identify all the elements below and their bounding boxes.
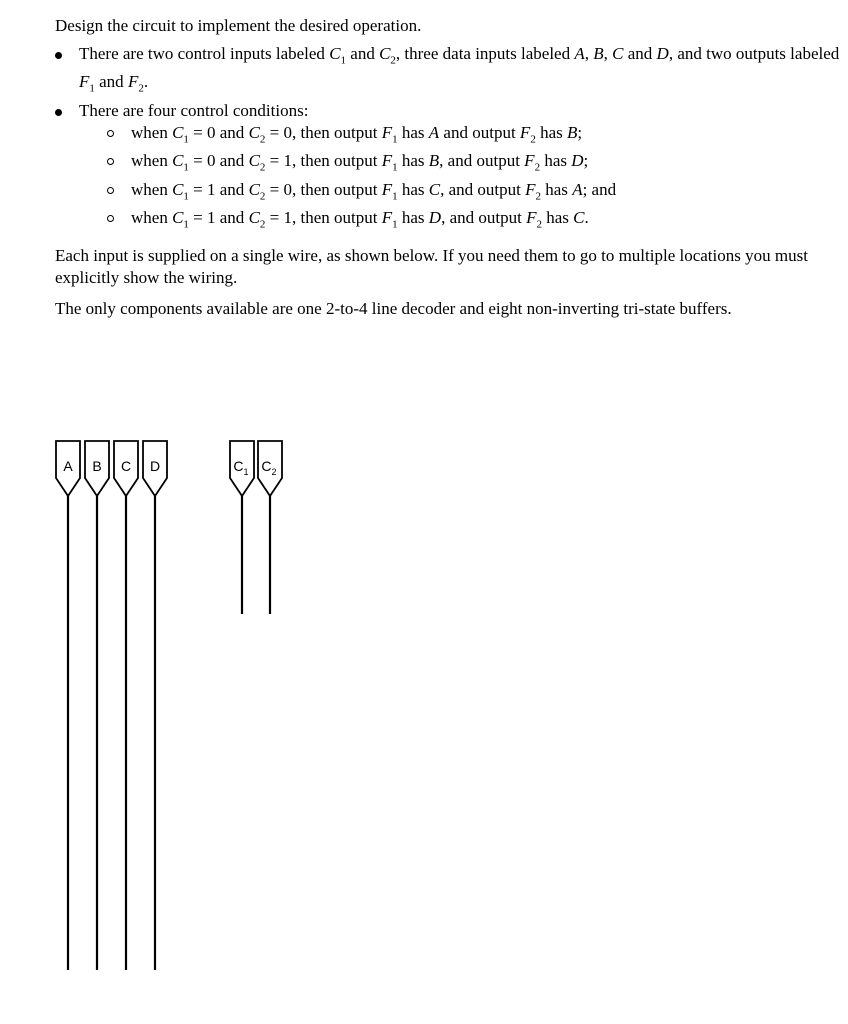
control-label-c1: $C_1$ [233, 458, 249, 477]
condition-item: when $C_1 = 0$ and $C_2 = 1$, then output $F_1$ has B, and output $F_2$ has D; [79, 150, 845, 178]
control-label-c2: $C_2$ [261, 458, 277, 477]
condition-item: when $C_1 = 1$ and $C_2 = 0$, then output $F_1$ has C, and output $F_2$ has A; and [79, 179, 845, 207]
bullet-inputs: There are two control inputs labeled $C_1$ and $C_2$, three data inputs labeled A, B, C and D, and two outputs labeled $F_1$ and $F_2$. [55, 43, 845, 100]
control-pin-c2 [258, 441, 282, 614]
control-pin-c1 [230, 441, 254, 614]
wiring-paragraph: Each input is supplied on a single wire, as shown below. If you need them to go to multiple locations you must explicitly show the wiring. [55, 246, 808, 288]
intro-paragraph: Design the circuit to implement the desired operation. [55, 16, 422, 35]
condition-item: when $C_1 = 0$ and $C_2 = 0$, then output $F_1$ has A and output $F_2$ has B; [79, 122, 845, 150]
input-pin-b [85, 441, 109, 970]
input-label-b: B [92, 458, 102, 474]
condition-item: when $C_1 = 1$ and $C_2 = 1$, then output $F_1$ has D, and output $F_2$ has C. [79, 207, 845, 235]
bullet-conditions: There are four control conditions: when $C_1 = 0$ and $C_2 = 0$, then output $F_1$ has A and output $F_2$ has B; when $C_1 = 0$ and $C_2 = 1$, then output $F_1$ has B, and output $F_2$ has D; when $C_1 = 1$ and $C_2 = 0$, then output $F_1$ has C, and output $F_2$ has A; and when $C_1 = 1$ and $C_2 = 1$, then output $F_1$ has D, and output $F_2$ has C. [55, 100, 845, 236]
input-pin-c [114, 441, 138, 970]
input-label-d: D [149, 458, 161, 474]
input-label-a: A [63, 458, 73, 474]
input-pin-d [143, 441, 167, 970]
input-pin-a [56, 441, 80, 970]
components-paragraph: The only components available are one 2-to-4 line decoder and eight non-inverting tri-state buffers. [55, 299, 732, 319]
input-label-c: C [120, 458, 132, 474]
